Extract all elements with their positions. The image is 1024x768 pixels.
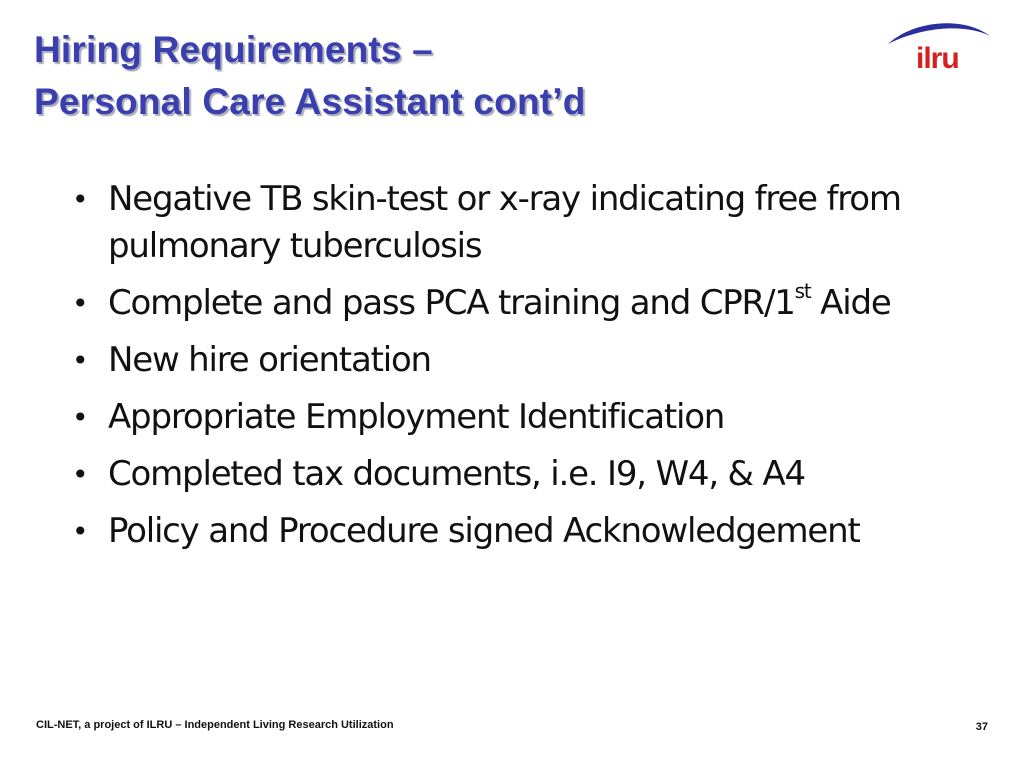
bullet-text-end: Aide bbox=[810, 283, 891, 323]
logo-text: ilru bbox=[916, 42, 959, 74]
bullet-item-tax-documents bbox=[72, 451, 972, 498]
bullet-text: New hire orientation bbox=[108, 340, 431, 380]
bullet-item-orientation bbox=[72, 337, 972, 384]
bullet-dot-icon: • bbox=[72, 515, 88, 548]
bullet-list bbox=[72, 176, 972, 565]
bullet-text-start: Complete and pass PCA training and CPR/1 bbox=[108, 283, 795, 323]
bullet-item-tb-test bbox=[72, 176, 972, 270]
logo-swoosh bbox=[888, 23, 990, 44]
title-line-2: Personal Care Assistant cont’d bbox=[34, 81, 586, 122]
slide-title bbox=[34, 24, 854, 128]
page-number: 37 bbox=[975, 721, 988, 733]
bullet-text: Negative TB skin-test or x-ray indicating free from pulmonary tuberculosis bbox=[108, 179, 901, 266]
bullet-dot-icon: • bbox=[72, 458, 88, 491]
bullet-item-pca-training bbox=[72, 280, 972, 327]
bullet-superscript: st bbox=[794, 278, 811, 303]
ilru-logo bbox=[884, 14, 994, 74]
title-line-1: Hiring Requirements – bbox=[34, 29, 433, 70]
bullet-dot-icon: • bbox=[72, 287, 88, 320]
bullet-dot-icon: • bbox=[72, 344, 88, 377]
footer-text: CIL-NET, a project of ILRU – Independent Living Research Utilization bbox=[36, 719, 394, 731]
bullet-item-policy bbox=[72, 508, 972, 555]
bullet-text: Appropriate Employment Identification bbox=[108, 397, 725, 437]
bullet-item-identification bbox=[72, 394, 972, 441]
bullet-dot-icon: • bbox=[72, 183, 88, 216]
bullet-dot-icon: • bbox=[72, 401, 88, 434]
bullet-text: Policy and Procedure signed Acknowledgement bbox=[108, 511, 860, 551]
bullet-text: Completed tax documents, i.e. I9, W4, & A4 bbox=[108, 454, 805, 494]
